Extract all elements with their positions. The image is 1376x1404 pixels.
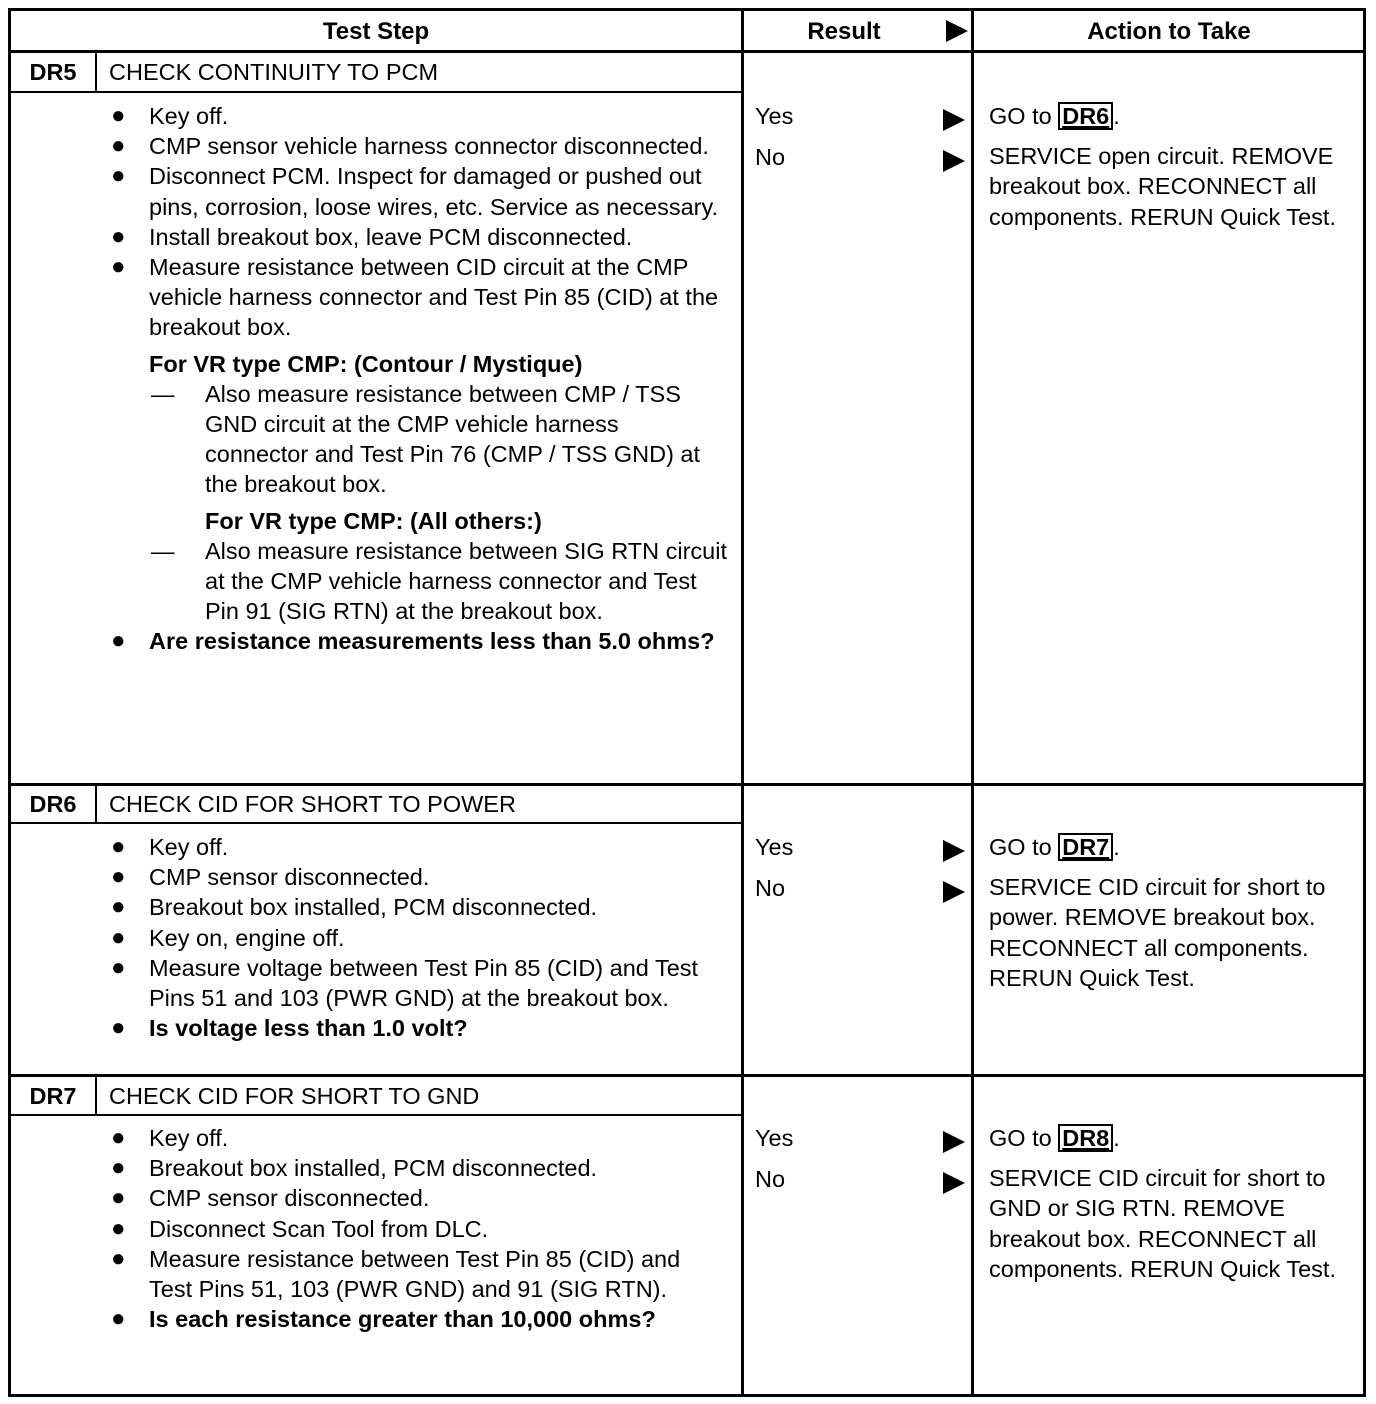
- sub-heading: For VR type CMP: (All others:): [205, 507, 542, 534]
- list-item: ● CMP sensor disconnected.: [107, 862, 727, 892]
- result-column: [755, 832, 975, 914]
- step-instructions: [107, 1123, 727, 1334]
- bullet-icon: ●: [111, 627, 126, 655]
- action-column: [989, 1123, 1361, 1284]
- step-id: DR5: [29, 59, 77, 85]
- result-yes: Yes: [755, 1123, 975, 1164]
- result-yes: Yes: [755, 832, 975, 873]
- list-item: ● Measure voltage between Test Pin 85 (CID) and Test Pins 51 and 103 (PWR GND) at the breakout box.: [111, 953, 699, 1012]
- arrow-right-icon: [943, 109, 965, 131]
- header-arrow-icon: [946, 11, 968, 50]
- no-action: SERVICE open circuit. REMOVE breakout box. RECONNECT all components. RERUN Quick Test.: [989, 143, 1336, 230]
- sub-heading: For VR type CMP: (Contour / Mystique): [149, 350, 583, 377]
- bullet-icon: ●: [111, 132, 126, 160]
- list-item: ● Key on, engine off.: [107, 923, 727, 953]
- list-item: ● Measure resistance between CID circuit at the CMP vehicle harness connector and Test Pin 85 (CID) at the breakout box.: [111, 253, 719, 341]
- bullet-icon: ●: [111, 923, 126, 951]
- bullet-icon: ●: [111, 1305, 126, 1333]
- title-underline: [11, 1114, 741, 1116]
- action-column: [989, 101, 1361, 232]
- header-result: Result: [807, 18, 881, 45]
- arrow-right-icon: [943, 1172, 965, 1194]
- step-title: CHECK CID FOR SHORT TO POWER: [109, 791, 516, 817]
- dash-icon: —: [151, 380, 175, 407]
- bullet-icon: ●: [111, 833, 126, 860]
- arrow-right-icon: [943, 840, 965, 862]
- no-action: SERVICE CID circuit for short to GND or SIG RTN. REMOVE breakout box. RECONNECT all components. RERUN Quick Test.: [989, 1165, 1336, 1282]
- step-title: CHECK CONTINUITY TO PCM: [109, 59, 439, 85]
- yes-action: GO to DR7 .: [989, 834, 1120, 860]
- step-instructions: [107, 832, 727, 1043]
- arrow-right-icon: [943, 150, 965, 172]
- bullet-icon: ●: [111, 1214, 126, 1242]
- step-reference-link[interactable]: DR7: [1058, 833, 1113, 861]
- question-item: ● Is each resistance greater than 10,000 ohms?: [107, 1304, 727, 1334]
- bullet-icon: ●: [111, 1244, 126, 1272]
- dash-item: — Also measure resistance between CMP / TSS GND circuit at the CMP vehicle harness connector and Test Pin 76 (CMP / TSS GND) at the breakout box.: [151, 380, 701, 498]
- bullet-icon: ●: [111, 102, 126, 129]
- bullet-icon: ●: [111, 1124, 126, 1151]
- result-no: No: [755, 142, 975, 183]
- action-column: [989, 832, 1361, 993]
- step-reference-link[interactable]: DR6: [1058, 102, 1113, 130]
- step-id: DR7: [29, 1083, 77, 1109]
- question-item: ● Are resistance measurements less than 5.0 ohms?: [107, 626, 727, 656]
- bullet-icon: ●: [111, 953, 126, 981]
- bullet-icon: ●: [111, 1014, 126, 1042]
- list-item: ● Breakout box installed, PCM disconnected.: [107, 1153, 727, 1183]
- list-item: ● Key off.: [107, 1123, 727, 1153]
- result-no: No: [755, 1164, 975, 1205]
- yes-action: GO to DR6 .: [989, 103, 1120, 129]
- bullet-icon: ●: [111, 893, 126, 921]
- title-underline: [11, 822, 741, 824]
- list-item: ● Key off.: [107, 832, 727, 862]
- title-underline: [11, 91, 741, 93]
- list-item: ● Breakout box installed, PCM disconnected.: [107, 892, 727, 922]
- dash-item: — Also measure resistance between SIG RTN circuit at the CMP vehicle harness connector and Test Pin 91 (SIG RTN) at the breakout box.: [151, 537, 727, 625]
- bullet-icon: ●: [111, 253, 126, 281]
- list-item: ● CMP sensor vehicle harness connector disconnected.: [107, 131, 727, 161]
- step-instructions: [107, 101, 727, 657]
- header-test-step: Test Step: [322, 18, 430, 45]
- arrow-right-icon: [943, 1131, 965, 1153]
- list-item: ● Disconnect Scan Tool from DLC.: [107, 1214, 727, 1244]
- list-item: ● Disconnect PCM. Inspect for damaged or pushed out pins, corrosion, loose wires, etc. Service as necessary.: [111, 162, 719, 220]
- result-column: [755, 1123, 975, 1205]
- bullet-icon: ●: [111, 863, 126, 891]
- yes-action: GO to DR8 .: [989, 1125, 1120, 1151]
- id-divider: [95, 1077, 97, 1114]
- column-divider: [741, 11, 744, 1394]
- result-yes: Yes: [755, 101, 975, 142]
- no-action: SERVICE CID circuit for short to power. REMOVE breakout box. RECONNECT all components. RERUN Quick Test.: [989, 874, 1326, 991]
- bullet-icon: ●: [111, 222, 126, 250]
- header-action: Action to Take: [1087, 18, 1251, 45]
- diagnostic-table: [8, 8, 1366, 1397]
- bullet-icon: ●: [111, 1184, 126, 1212]
- id-divider: [95, 53, 97, 91]
- result-no: No: [755, 873, 975, 914]
- question-item: ● Is voltage less than 1.0 volt?: [107, 1013, 727, 1043]
- row-divider: [11, 783, 1363, 786]
- list-item: ● Key off.: [107, 101, 727, 131]
- row-divider: [11, 1074, 1363, 1077]
- step-reference-link[interactable]: DR8: [1058, 1124, 1113, 1152]
- bullet-icon: ●: [111, 1154, 126, 1182]
- arrow-right-icon: [943, 881, 965, 903]
- dash-icon: —: [151, 537, 175, 564]
- list-item: ● CMP sensor disconnected.: [107, 1183, 727, 1213]
- step-title: CHECK CID FOR SHORT TO GND: [109, 1083, 480, 1109]
- table-header: [11, 11, 1363, 53]
- result-column: [755, 101, 975, 183]
- id-divider: [95, 786, 97, 822]
- list-item: ● Measure resistance between Test Pin 85 (CID) and Test Pins 51, 103 (PWR GND) and 91 (SIG RTN).: [111, 1244, 681, 1303]
- step-id: DR6: [29, 791, 77, 817]
- list-item: ● Install breakout box, leave PCM disconnected.: [107, 222, 727, 252]
- bullet-icon: ●: [111, 162, 126, 190]
